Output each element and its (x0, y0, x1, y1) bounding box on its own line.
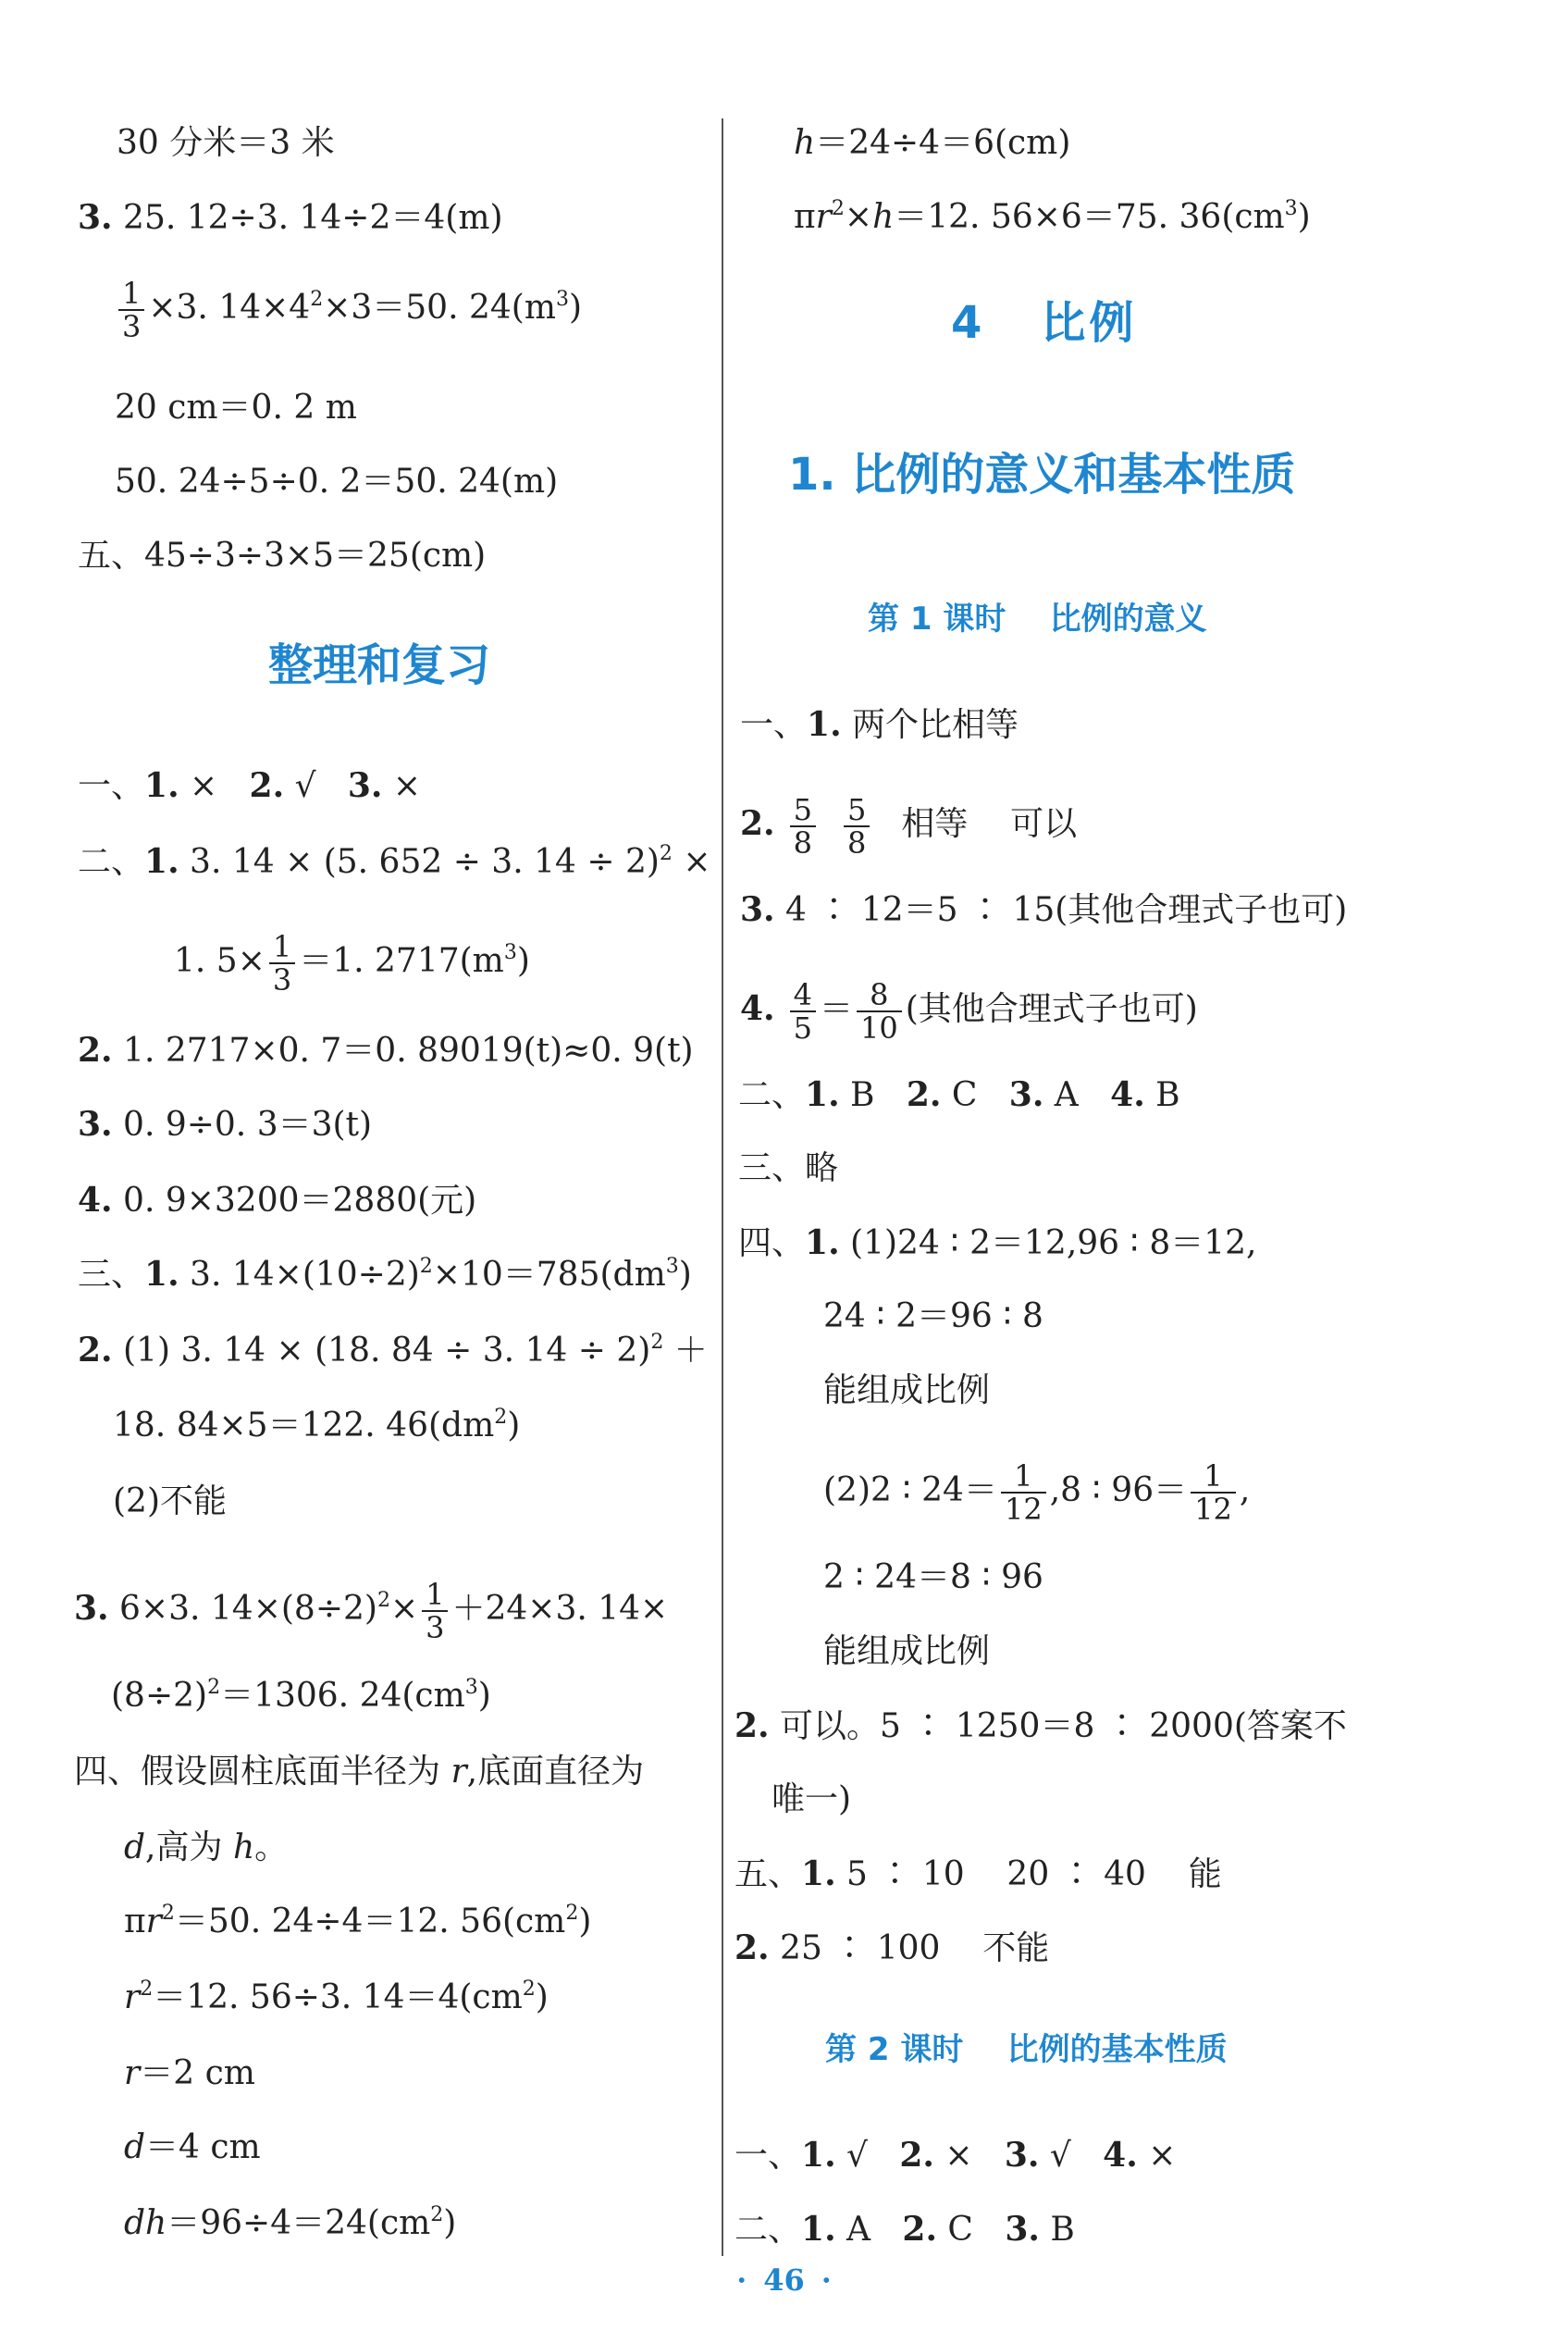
text-line: 一、1. 两个比相等 (740, 705, 1019, 744)
text-line: $\pi r^2=50$. 24÷4＝12. $56(cm^2)$ (124, 1902, 592, 1940)
text-line: $\pi r^2\times h=12$. 56×6＝75. $36(cm^3)$ (794, 197, 1311, 236)
text-line: 一、1. × 2. √ 3. × (78, 766, 422, 805)
text-line: 24 ∶ 2＝96 ∶ 8 (823, 1297, 1043, 1335)
fraction: $\frac{1}{3}$ (118, 278, 144, 342)
lesson-title: 第 2 课时 比例的基本性质 (825, 2031, 1228, 2068)
text-line: $dh=96\div 4=24(cm^2)$ (124, 2203, 457, 2242)
text-line: $\frac{1}{3}$ ×3. $14\times 4^2\times 3=50$. $24(m^3)$ (115, 278, 582, 342)
text-line: 50. 24÷5÷0. 2＝50. 24(m) (115, 463, 559, 501)
text-line: 2. 可以。5 ∶ 1250＝8 ∶ 2000(答案不 (735, 1706, 1347, 1745)
text-line: 1. 5× $\frac{1}{3}$ ＝1. $2717(m^3)$ (174, 929, 530, 998)
text-line: 2 ∶ 24＝8 ∶ 96 (823, 1558, 1043, 1596)
text-line: $r^2=12$. 56÷3. $14=4(cm^2)$ (124, 1977, 549, 2016)
fraction: $\frac{5}{8}$ (790, 794, 816, 859)
chapter-title: 4 比例 (951, 297, 1138, 349)
text-line: 五、1. 5 ∶ 10 20 ∶ 40 能 (735, 1854, 1222, 1893)
text-line: d,高为 h。 (124, 1829, 289, 1866)
section-title: 整理和复习 (268, 639, 491, 691)
text-line: 二、1. 3. 14 × (5. 652 ÷ 3. 14 ÷ 2)$^2$ × (78, 842, 711, 881)
text-line: r＝2 cm (124, 2054, 255, 2092)
text-line: 3. 4 ∶ 12＝5 ∶ 15(其他合理式子也可) (740, 890, 1348, 929)
text-line: 唯一) (772, 1780, 852, 1818)
fraction: $\frac{1}{12}$ (1001, 1460, 1046, 1525)
text-line: 二、1. A 2. C 3. B (735, 2210, 1075, 2249)
text-line: 3. 0. 9÷0. 3＝3(t) (78, 1105, 373, 1144)
text-line: 一、1. √ 2. × 3. √ 4. × (735, 2136, 1177, 2175)
page-number (0, 2262, 1568, 2298)
fraction: $\frac{8}{10}$ (857, 979, 902, 1044)
text-line: d＝4 cm (124, 2128, 261, 2166)
text-line: 2. (1) 3. 14 × (18. 84 ÷ 3. 14 ÷ 2)$^2$ ＋ (78, 1331, 708, 1370)
text-line: $(8\div 2)^2=1306$. $24(cm^3)$ (111, 1676, 491, 1715)
footer-dot: · (736, 2262, 747, 2298)
text-line: 四、假设圆柱底面半径为 r,底面直径为 (74, 1753, 645, 1791)
text-line: 2. $\frac{5}{8}$ $\frac{5}{8}$ 相等 可以 (740, 792, 1078, 861)
page-number-value: 46 (763, 2262, 805, 2298)
fraction: $\frac{1}{3}$ (269, 931, 295, 996)
text-line: 30 分米＝3 米 (117, 124, 335, 162)
text-line: 4. $\frac{4}{5}$ ＝ $\frac{8}{10}$ (其他合理式子也可) (740, 977, 1198, 1046)
text-line: (2)2 ∶ 24＝ $\frac{1}{12}$ ,8 ∶ 96＝ $\frac{1}{12}$ , (823, 1458, 1251, 1527)
text-line: 20 cm＝0. 2 m (115, 389, 357, 427)
text-line: 四、1. (1)24 ∶ 2＝12,96 ∶ 8＝12, (738, 1223, 1257, 1262)
fraction: $\frac{4}{5}$ (790, 979, 816, 1044)
text-line: 五、45÷3÷3×5＝25(cm) (78, 537, 487, 575)
fraction: $\frac{1}{3}$ (422, 1579, 448, 1643)
fraction: $\frac{5}{8}$ (844, 794, 870, 859)
text-line: 2. 25 ∶ 100 不能 (735, 1928, 1050, 1967)
text-line: h＝24÷4＝6(cm) (794, 124, 1071, 162)
text-line: 2. 1. 2717×0. 7＝0. 89019(t)≈0. 9(t) (78, 1031, 694, 1070)
footer-dot: · (821, 2262, 832, 2298)
text-line: 三、略 (738, 1149, 839, 1187)
fraction: $\frac{1}{12}$ (1191, 1460, 1236, 1525)
section-title: 1. 比例的意义和基本性质 (788, 449, 1296, 501)
text-line: 能组成比例 (823, 1371, 991, 1409)
lesson-title: 第 1 课时 比例的意义 (868, 601, 1207, 638)
text-line: 18. 84×5＝122. $46(dm^2)$ (113, 1406, 521, 1444)
text-line: 3. 6×3. $14\times(8\div 2)^2\times$ $\frac{1}{3}$ ＋24×3. 14× (74, 1577, 669, 1645)
column-divider (722, 118, 723, 2256)
text-line: 三、1. 3. $14\times(10\div 2)^2\times 10=785(dm^3)$ (78, 1255, 692, 1294)
text-line: 二、1. B 2. C 3. A 4. B (738, 1075, 1180, 1114)
text-line: (2)不能 (113, 1482, 227, 1520)
text-line: 3. 25. 12÷3. 14÷2＝4(m) (78, 198, 503, 237)
text-line: 4. 0. 9×3200＝2880(元) (78, 1181, 477, 1220)
text-line: 能组成比例 (823, 1632, 991, 1670)
